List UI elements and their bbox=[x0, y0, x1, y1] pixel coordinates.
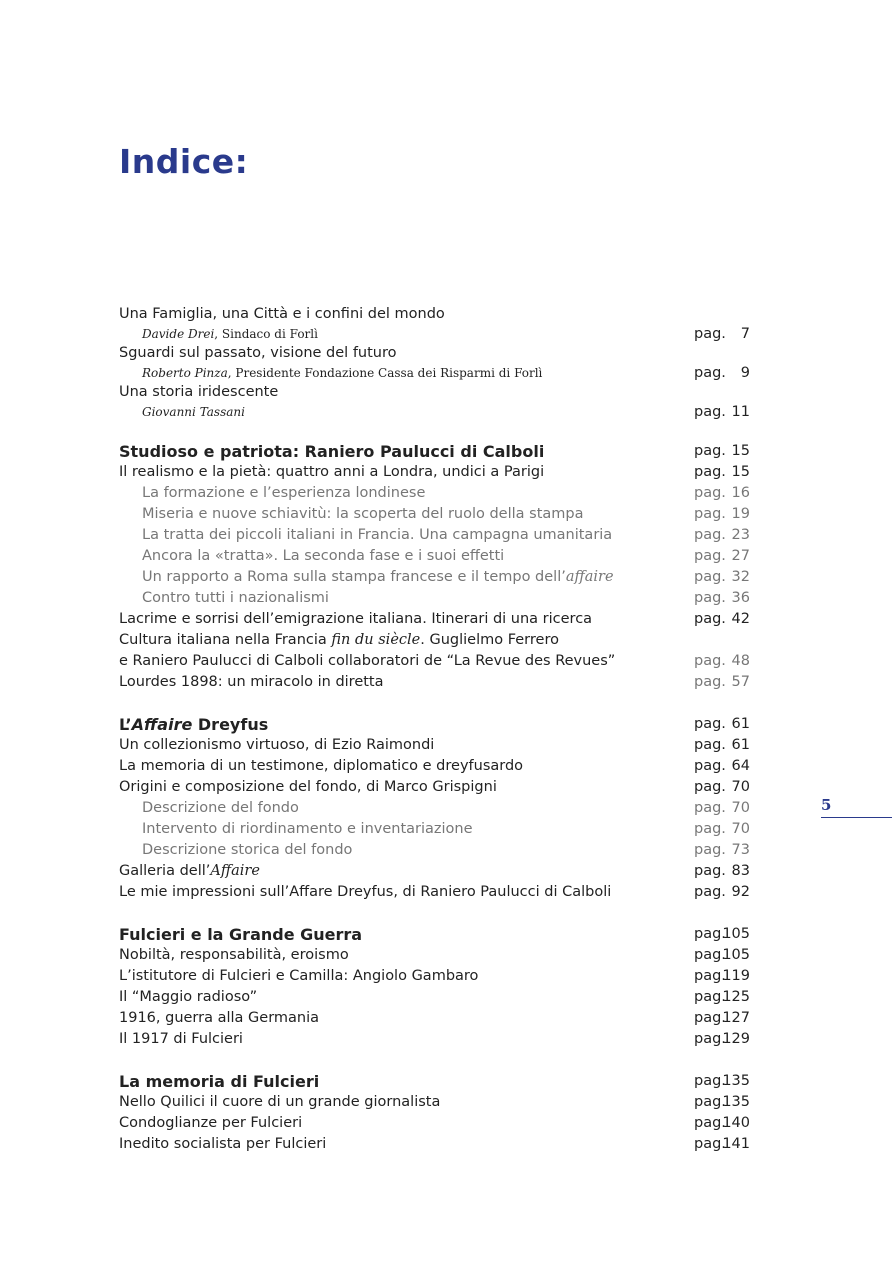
entry-title: Una storia iridescente bbox=[119, 384, 279, 400]
pag-label: pag. bbox=[694, 365, 726, 381]
entry-title: Galleria dell’Affaire bbox=[119, 863, 260, 879]
entry-title: Nobiltà, responsabilità, eroismo bbox=[119, 947, 349, 963]
page-number: 105 bbox=[722, 926, 750, 942]
entry-title: L’istitutore di Fulcieri e Camilla: Angiolo Gambaro bbox=[119, 968, 479, 984]
toc-entry bbox=[119, 609, 759, 630]
pag-label: pag. bbox=[694, 1094, 726, 1110]
pag-label: pag. bbox=[694, 926, 726, 942]
page-number: 119 bbox=[722, 968, 750, 984]
entry-title: Nello Quilici il cuore di un grande giornalista bbox=[119, 1094, 441, 1110]
entry-title: Cultura italiana nella Francia fin du siècle. Guglielmo Ferrero bbox=[119, 632, 559, 648]
page-number: 64 bbox=[731, 758, 750, 774]
pag-label: pag. bbox=[694, 1136, 726, 1152]
page-number: 9 bbox=[740, 365, 750, 381]
entry-title: Ancora la «tratta». La seconda fase e i suoi effetti bbox=[142, 548, 505, 564]
toc-entry bbox=[119, 1113, 759, 1134]
toc-subentry bbox=[119, 525, 759, 546]
toc-entry bbox=[119, 304, 759, 325]
entry-title: e Raniero Paulucci di Calboli collaboratori de “La Revue des Revues” bbox=[119, 653, 616, 669]
toc-entry bbox=[119, 882, 759, 903]
toc-entry bbox=[119, 777, 759, 798]
pag-label: pag. bbox=[694, 569, 726, 585]
pag-label: pag. bbox=[694, 1115, 726, 1131]
pag-label: pag. bbox=[694, 1031, 726, 1047]
page-number: 125 bbox=[722, 989, 750, 1005]
pag-label: pag. bbox=[694, 527, 726, 543]
entry-title: Intervento di riordinamento e inventariazione bbox=[142, 821, 473, 837]
page-number: 92 bbox=[731, 884, 750, 900]
toc-entry bbox=[119, 861, 759, 882]
pag-label: pag. bbox=[694, 737, 726, 753]
entry-title: Origini e composizione del fondo, di Marco Grispigni bbox=[119, 779, 497, 795]
pag-label: pag. bbox=[694, 800, 726, 816]
entry-title: Descrizione del fondo bbox=[142, 800, 299, 816]
credit-name: Giovanni Tassani bbox=[142, 405, 245, 419]
page-number: 61 bbox=[731, 716, 750, 732]
credit-role: , Presidente Fondazione Cassa dei Risparmi di Forlì bbox=[227, 366, 543, 380]
entry-title: La formazione e l’esperienza londinese bbox=[142, 485, 426, 501]
section-heading: L’Affaire Dreyfus pag. 61 bbox=[119, 715, 750, 734]
credit-name: Roberto Pinza bbox=[142, 366, 228, 380]
page-number: 129 bbox=[722, 1031, 750, 1047]
pag-label: pag. bbox=[694, 758, 726, 774]
page-number: 11 bbox=[731, 404, 750, 420]
toc-entry bbox=[119, 987, 759, 1008]
pag-label: pag. bbox=[694, 506, 726, 522]
toc-credit bbox=[119, 403, 759, 421]
page-number: 7 bbox=[740, 326, 750, 342]
pag-label: pag. bbox=[694, 779, 726, 795]
pag-label: pag. bbox=[694, 1010, 726, 1026]
toc-subentry bbox=[119, 819, 759, 840]
pag-label: pag. bbox=[694, 590, 726, 606]
page-number: 15 bbox=[731, 443, 750, 459]
pag-label: pag. bbox=[694, 485, 726, 501]
toc-subentry bbox=[119, 546, 759, 567]
credit-name: Davide Drei bbox=[142, 327, 215, 341]
pag-label: pag. bbox=[694, 1073, 726, 1089]
entry-title: Contro tutti i nazionalismi bbox=[142, 590, 329, 606]
toc-subentry bbox=[119, 504, 759, 525]
toc-credit bbox=[119, 364, 759, 382]
entry-title: Sguardi sul passato, visione del futuro bbox=[119, 345, 397, 361]
entry-title: Inedito socialista per Fulcieri bbox=[119, 1136, 327, 1152]
section-heading: Fulcieri e la Grande Guerra pag. 105 bbox=[119, 925, 750, 944]
entry-title: Una Famiglia, una Città e i confini del mondo bbox=[119, 306, 445, 322]
entry-title: 1916, guerra alla Germania bbox=[119, 1010, 320, 1026]
page-number: 32 bbox=[731, 569, 750, 585]
page-number: 140 bbox=[722, 1115, 750, 1131]
page-number: 73 bbox=[731, 842, 750, 858]
toc-entry bbox=[119, 672, 759, 693]
page-number: 57 bbox=[731, 674, 750, 690]
toc-subentry bbox=[119, 483, 759, 504]
page-title: Indice: bbox=[119, 142, 249, 181]
pag-label: pag. bbox=[694, 842, 726, 858]
entry-title: Lacrime e sorrisi dell’emigrazione italiana. Itinerari di una ricerca bbox=[119, 611, 593, 627]
toc-entry bbox=[119, 945, 759, 966]
toc-entry bbox=[119, 1008, 759, 1029]
toc-subentry bbox=[119, 567, 759, 588]
entry-title: La tratta dei piccoli italiani in Francia. Una campagna umanitaria bbox=[142, 527, 613, 543]
toc-entry bbox=[119, 1092, 759, 1113]
pag-label: pag. bbox=[694, 443, 726, 459]
page-number: 127 bbox=[722, 1010, 750, 1026]
toc-entry bbox=[119, 756, 759, 777]
pag-label: pag. bbox=[694, 548, 726, 564]
folio-rule bbox=[821, 817, 892, 818]
pag-label: pag. bbox=[694, 884, 726, 900]
toc-subentry bbox=[119, 798, 759, 819]
pag-label: pag. bbox=[694, 947, 726, 963]
page-number: 27 bbox=[731, 548, 750, 564]
page-number: 48 bbox=[731, 653, 750, 669]
toc-subentry bbox=[119, 840, 759, 861]
toc-entry bbox=[119, 462, 759, 483]
pag-label: pag. bbox=[694, 674, 726, 690]
entry-title: Miseria e nuove schiavitù: la scoperta del ruolo della stampa bbox=[142, 506, 584, 522]
entry-title: Il “Maggio radioso” bbox=[119, 989, 258, 1005]
pag-label: pag. bbox=[694, 464, 726, 480]
page-number: 83 bbox=[731, 863, 750, 879]
entry-title: Condoglianze per Fulcieri bbox=[119, 1115, 303, 1131]
page-number: 42 bbox=[731, 611, 750, 627]
entry-title: Un rapporto a Roma sulla stampa francese e il tempo dell’affaire bbox=[142, 569, 614, 585]
pag-label: pag. bbox=[694, 821, 726, 837]
entry-title: Il realismo e la pietà: quattro anni a Londra, undici a Parigi bbox=[119, 464, 545, 480]
pag-label: pag. bbox=[694, 863, 726, 879]
toc-entry bbox=[119, 343, 759, 364]
page-number: 70 bbox=[731, 779, 750, 795]
page-number: 15 bbox=[731, 464, 750, 480]
pag-label: pag. bbox=[694, 611, 726, 627]
page-number-marker: 5 bbox=[821, 796, 832, 814]
entry-title: Un collezionismo virtuoso, di Ezio Raimondi bbox=[119, 737, 435, 753]
toc-subentry bbox=[119, 588, 759, 609]
pag-label: pag. bbox=[694, 716, 726, 732]
toc-credit bbox=[119, 325, 759, 343]
page-number: 19 bbox=[731, 506, 750, 522]
page-number: 23 bbox=[731, 527, 750, 543]
toc-entry bbox=[119, 735, 759, 756]
pag-label: pag. bbox=[694, 326, 726, 342]
page-number: 70 bbox=[731, 821, 750, 837]
page-number: 61 bbox=[731, 737, 750, 753]
toc-entry bbox=[119, 1029, 759, 1050]
credit-role: , Sindaco di Forlì bbox=[214, 327, 318, 341]
page-number: 141 bbox=[722, 1136, 750, 1152]
pag-label: pag. bbox=[694, 968, 726, 984]
pag-label: pag. bbox=[694, 404, 726, 420]
page-number: 36 bbox=[731, 590, 750, 606]
toc-entry bbox=[119, 1134, 759, 1155]
entry-title: La memoria di un testimone, diplomatico e dreyfusardo bbox=[119, 758, 524, 774]
pag-label: pag. bbox=[694, 653, 726, 669]
toc-entry bbox=[119, 382, 759, 403]
section-heading: Studioso e patriota: Raniero Paulucci di Calboli pag. 15 bbox=[119, 442, 750, 461]
page-number: 135 bbox=[722, 1073, 750, 1089]
pag-label: pag. bbox=[694, 989, 726, 1005]
page-number: 70 bbox=[731, 800, 750, 816]
page-number: 135 bbox=[722, 1094, 750, 1110]
entry-title: Il 1917 di Fulcieri bbox=[119, 1031, 243, 1047]
page-number: 16 bbox=[731, 485, 750, 501]
toc-entry bbox=[119, 966, 759, 987]
toc-entry bbox=[119, 651, 759, 672]
table-of-contents bbox=[119, 304, 759, 1155]
page-number: 105 bbox=[722, 947, 750, 963]
entry-title: Lourdes 1898: un miracolo in diretta bbox=[119, 674, 384, 690]
toc-entry bbox=[119, 630, 759, 651]
entry-title: Le mie impressioni sull’Affare Dreyfus, di Raniero Paulucci di Calboli bbox=[119, 884, 612, 900]
entry-title: Descrizione storica del fondo bbox=[142, 842, 353, 858]
section-heading: La memoria di Fulcieri pag. 135 bbox=[119, 1072, 750, 1091]
